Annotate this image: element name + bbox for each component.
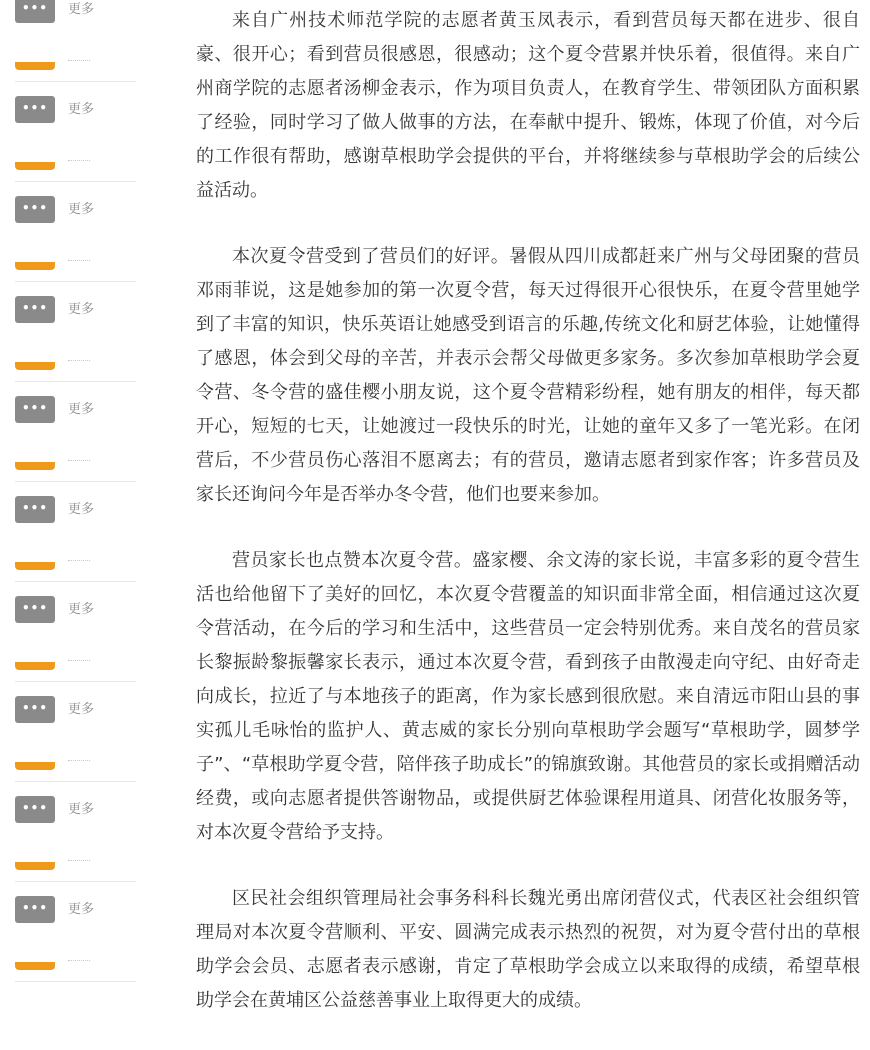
tab-dots	[68, 560, 90, 564]
sidebar-item[interactable]	[0, 200, 136, 300]
sidebar-divider	[15, 581, 136, 582]
orange-tab-marker	[15, 62, 55, 70]
tab-dots	[68, 660, 90, 664]
ellipsis-icon[interactable]: •••	[15, 696, 55, 723]
sidebar-item[interactable]	[0, 500, 136, 600]
orange-tab-marker	[15, 962, 55, 970]
tab-dots	[68, 260, 90, 264]
orange-tab-marker	[15, 362, 55, 370]
tab-dots	[68, 360, 90, 364]
ellipsis-icon[interactable]: •••	[15, 96, 55, 123]
orange-tab-marker	[15, 462, 55, 470]
ellipsis-icon[interactable]: •••	[15, 796, 55, 823]
more-link[interactable]: 更多	[68, 402, 95, 417]
article-paragraph: 营员家长也点赞本次夏令营。盛家樱、余文涛的家长说，丰富多彩的夏令营生活也给他留下了美好的回忆，本次夏令营覆盖的知识面非常全面，相信通过这次夏令营活动，在今后的学习和生活中，这些营员一定会特别优秀。来自茂名的营员家长黎振龄黎振馨家长表示，通过本次夏令营，看到孩子由散漫走向守纪、由好奇走向成长，拉近了与本地孩子的距离，作为家长感到很欣慰。来自清远市阳山县的事实孤儿毛咏怡的监护人、黄志威的家长分别向草根助学会题写“草根助学，圆梦学子”、“草根助学夏令营，陪伴孩子助成长”的锦旗致谢。其他营员的家长或捐赠活动经费，或向志愿者提供答谢物品，或提供厨艺体验课程用道具、闭营化妆服务等，对本次夏令营给予支持。	[196, 550, 860, 843]
more-link[interactable]: 更多	[68, 2, 95, 17]
sidebar-divider	[15, 781, 136, 782]
sidebar-divider	[15, 381, 136, 382]
sidebar-item[interactable]	[0, 700, 136, 800]
sidebar-divider	[15, 681, 136, 682]
more-link[interactable]: 更多	[68, 802, 95, 817]
ellipsis-icon[interactable]: •••	[15, 396, 55, 423]
orange-tab-marker	[15, 862, 55, 870]
article-paragraph: 区民社会组织管理局社会事务科科长魏光勇出席闭营仪式，代表区社会组织管理局对本次夏令营顺利、平安、圆满完成表示热烈的祝贺，对为夏令营付出的草根助学会会员、志愿者表示感谢，肯定了草根助学会成立以来取得的成绩，希望草根助学会在黄埔区公益慈善事业上取得更大的成绩。	[196, 888, 860, 1011]
tab-dots	[68, 760, 90, 764]
ellipsis-icon[interactable]: •••	[15, 596, 55, 623]
sidebar-item[interactable]	[0, 600, 136, 700]
article-body	[196, 4, 860, 1050]
ellipsis-icon[interactable]: •••	[15, 296, 55, 323]
ellipsis-icon[interactable]: •••	[15, 0, 55, 23]
tab-dots	[68, 60, 90, 64]
more-link[interactable]: 更多	[68, 602, 95, 617]
sidebar-divider	[15, 181, 136, 182]
more-link[interactable]: 更多	[68, 302, 95, 317]
more-link[interactable]: 更多	[68, 102, 95, 117]
sidebar	[0, 0, 136, 982]
more-link[interactable]: 更多	[68, 202, 95, 217]
sidebar-item[interactable]	[0, 400, 136, 500]
more-link[interactable]: 更多	[68, 902, 95, 917]
orange-tab-marker	[15, 562, 55, 570]
sidebar-item[interactable]	[0, 900, 136, 1000]
orange-tab-marker	[15, 262, 55, 270]
ellipsis-icon[interactable]: •••	[15, 896, 55, 923]
sidebar-item[interactable]	[0, 100, 136, 200]
article-paragraph: 本次夏令营受到了营员们的好评。暑假从四川成都赶来广州与父母团聚的营员邓雨菲说，这是她参加的第一次夏令营，每天过得很开心很快乐，在夏令营里她学到了丰富的知识，快乐英语让她感受到语言的乐趣,传统文化和厨艺体验，让她懂得了感恩，体会到父母的辛苦，并表示会帮父母做更多家务。多次参加草根助学会夏令营、冬令营的盛佳樱小朋友说，这个夏令营精彩纷程，她有朋友的相伴，每天都开心，短短的七天，让她渡过一段快乐的时光，让她的童年又多了一笔光彩。在闭营后，不少营员伤心落泪不愿离去；有的营员，邀请志愿者到家作客；许多营员及家长还询问今年是否举办冬令营，他们也要来参加。	[196, 246, 860, 505]
orange-tab-marker	[15, 762, 55, 770]
more-link[interactable]: 更多	[68, 502, 95, 517]
sidebar-divider	[15, 881, 136, 882]
ellipsis-icon[interactable]: •••	[15, 196, 55, 223]
sidebar-item[interactable]	[0, 300, 136, 400]
ellipsis-icon[interactable]: •••	[15, 496, 55, 523]
article-paragraph: 来自广州技术师范学院的志愿者黄玉凤表示，看到营员每天都在进步、很自豪、很开心；看到营员很感恩，很感动；这个夏令营累并快乐着，很值得。来自广州商学院的志愿者汤柳金表示，作为项目负责人，在教育学生、带领团队方面积累了经验，同时学习了做人做事的方法，在奉献中提升、锻炼，体现了价值，对今后的工作很有帮助，感谢草根助学会提供的平台，并将继续参与草根助学会的后续公益活动。	[196, 10, 860, 201]
tab-dots	[68, 160, 90, 164]
tab-dots	[68, 960, 90, 964]
tab-dots	[68, 460, 90, 464]
more-link[interactable]: 更多	[68, 702, 95, 717]
sidebar-divider	[15, 481, 136, 482]
sidebar-divider	[15, 81, 136, 82]
orange-tab-marker	[15, 662, 55, 670]
orange-tab-marker	[15, 162, 55, 170]
sidebar-divider	[15, 281, 136, 282]
sidebar-item[interactable]	[0, 0, 136, 100]
sidebar-item[interactable]	[0, 800, 136, 900]
tab-dots	[68, 860, 90, 864]
